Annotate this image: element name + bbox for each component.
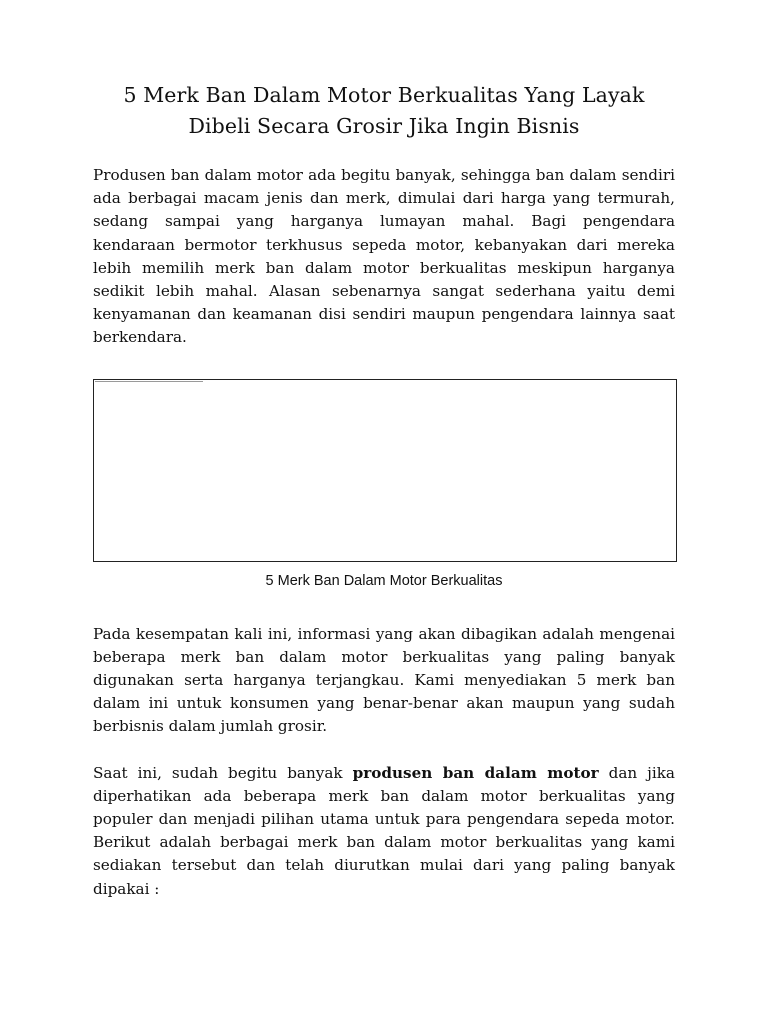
title-line-1: 5 Merk Ban Dalam Motor Berkualitas Yang Layak <box>123 83 645 107</box>
figure-caption: 5 Merk Ban Dalam Motor Berkualitas <box>265 572 503 589</box>
document-title <box>93 80 675 142</box>
producers-text-after: dan jika diperhatikan ada beberapa merk ban dalam motor berkualitas yang populer dan menjadi pilihan utama untuk para pengendara sepeda motor. Berikut adalah berbagai merk ban dalam motor berkualitas yang kami sediakan tersebut dan telah diurutkan mulai dari yang paling banyak dipakai : <box>93 763 675 898</box>
title-line-2: Dibeli Secara Grosir Jika Ingin Bisnis <box>188 114 580 138</box>
producers-text-before: Saat ini, sudah begitu banyak <box>93 763 353 782</box>
image-placeholder <box>93 379 677 562</box>
intro-paragraph: Produsen ban dalam motor ada begitu banyak, sehingga ban dalam sendiri ada berbagai macam jenis dan merk, dimulai dari harga yang termurah, sedang sampai yang harganya lumayan mahal. Bagi pengendara kendaraan bermotor terkhusus sepeda motor, kebanyakan dari mereka lebih memilih merk ban dalam motor berkualitas meskipun harganya sedikit lebih mahal. Alasan sebenarnya sangat sederhana yaitu demi kenyamanan dan keamanan disi sendiri maupun pengendara lainnya saat berkendara. <box>93 166 675 347</box>
info-paragraph: Pada kesempatan kali ini, informasi yang akan dibagikan adalah mengenai beberapa merk ban dalam motor berkualitas yang paling banyak digunakan serta harganya terjangkau. Kami menyediakan 5 merk ban dalam ini untuk konsumen yang benar-benar akan maupun yang sudah berbisnis dalam jumlah grosir. <box>93 624 675 736</box>
producers-paragraph <box>93 762 675 901</box>
document-page <box>93 80 675 901</box>
image-top-line <box>95 381 203 382</box>
producers-bold-link-text: produsen ban dalam motor <box>352 763 599 782</box>
